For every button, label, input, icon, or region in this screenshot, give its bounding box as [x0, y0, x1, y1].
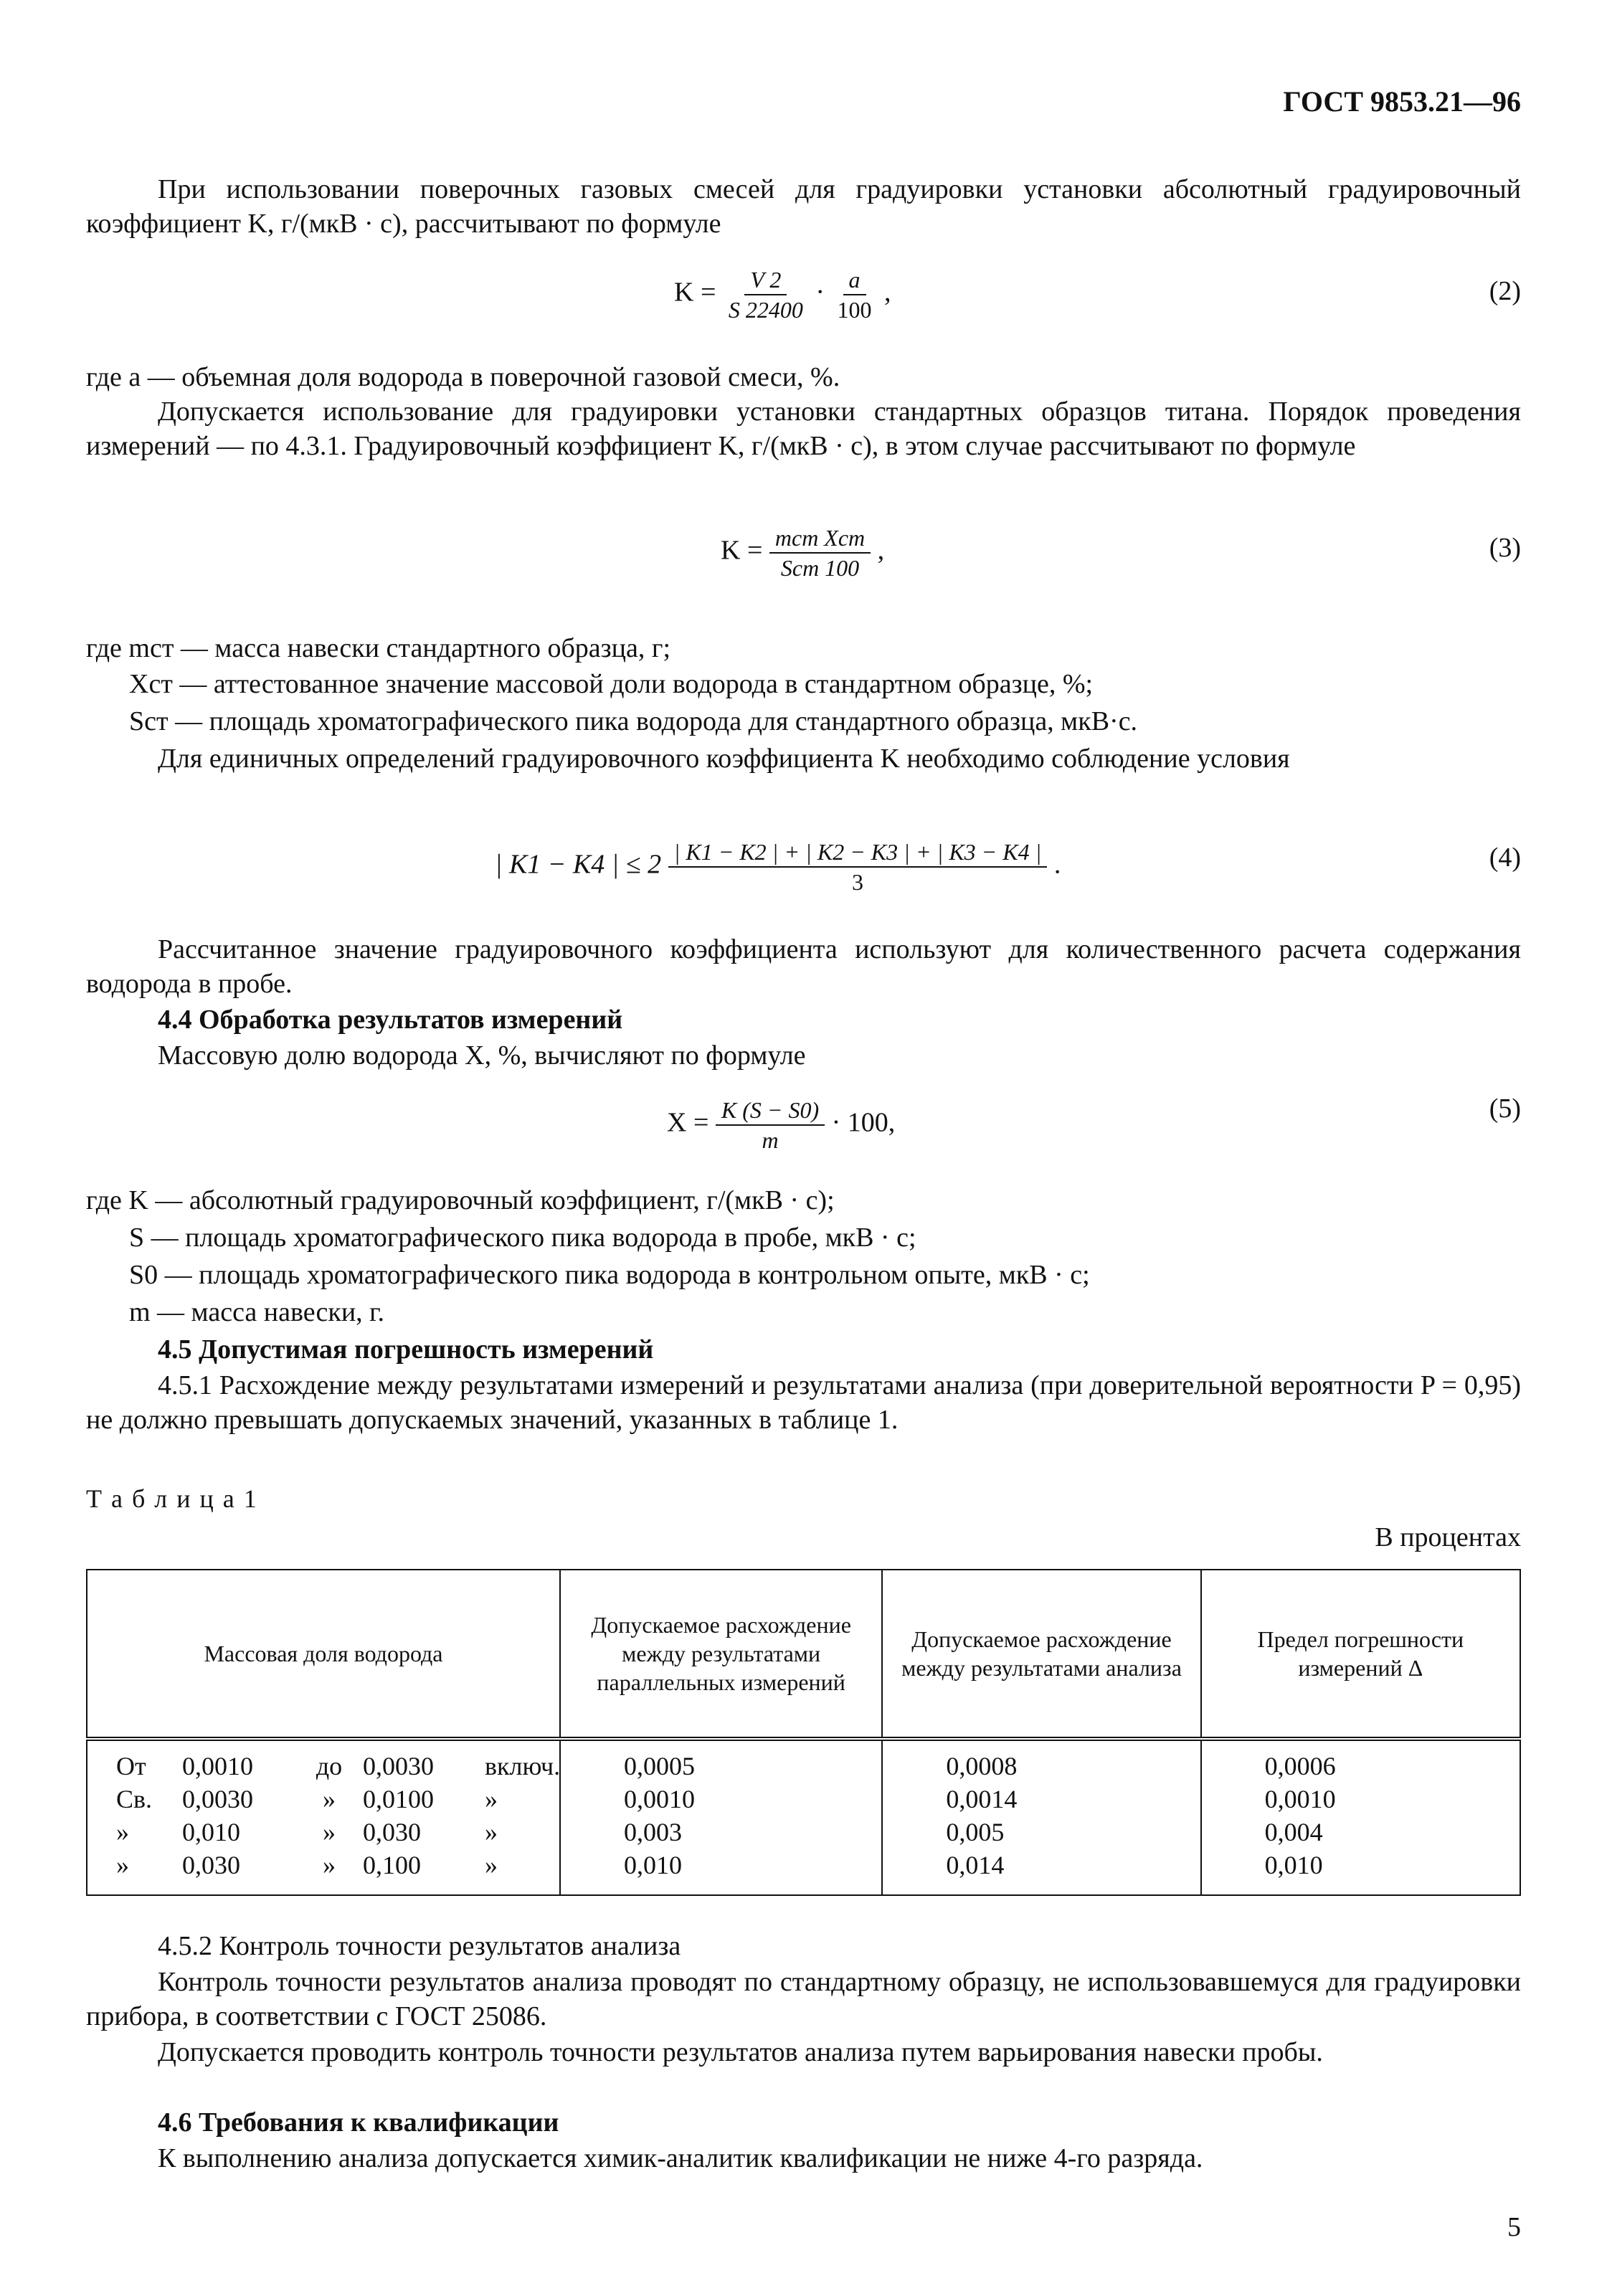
value-analysis: 0,005	[882, 1816, 1200, 1849]
eq5-lhs: X =	[667, 1107, 709, 1138]
paragraph-4-5-2-variation: Допускается проводить контроль точности результатов анализа путем варьирования навески пробы.	[158, 2037, 1323, 2067]
eq4-fraction	[668, 838, 1048, 896]
range-suffix: включ.	[485, 1752, 561, 1780]
paragraph-a-definition: где a — объемная доля водорода в поверочной газовой смеси, %.	[86, 362, 840, 392]
range-from: 0,010	[182, 1818, 240, 1846]
eq2-den1: S 22400	[728, 297, 803, 323]
definition-m: m — масса навески, г.	[129, 1297, 384, 1327]
value-parallel: 0,003	[560, 1816, 882, 1849]
range-to: 0,100	[363, 1851, 421, 1879]
range-from: 0,0030	[182, 1785, 253, 1813]
eq2-den2: 100	[837, 297, 872, 323]
value-error-limit: 0,0010	[1201, 1783, 1520, 1816]
table-header-mass-fraction: Массовая доля водорода	[87, 1570, 560, 1739]
table-row	[87, 1849, 1520, 1895]
page-number: 5	[1507, 2212, 1521, 2242]
equation-2-number: (2)	[1489, 276, 1521, 306]
range-cell	[87, 1816, 560, 1849]
definition-k: где K — абсолютный градуировочный коэффициент, г/(мкВ · с);	[86, 1185, 835, 1215]
eq5-tail: · 100,	[831, 1107, 896, 1138]
range-cell	[87, 1783, 560, 1816]
eq3-fraction	[769, 523, 871, 582]
eq5-num: K (S − S0)	[716, 1096, 825, 1126]
section-4-5-heading: 4.5 Допустимая погрешность измерений	[158, 1334, 654, 1365]
definition-s: S — площадь хроматографического пика водорода в пробе, мкВ · с;	[129, 1223, 916, 1253]
value-error-limit: 0,0006	[1201, 1739, 1520, 1783]
eq2-tail: ,	[884, 277, 891, 308]
eq2-lhs: K =	[674, 277, 716, 308]
range-to: 0,0100	[363, 1785, 434, 1813]
value-parallel: 0,010	[560, 1849, 882, 1895]
eq4-den: 3	[852, 869, 863, 895]
range-to: 0,030	[363, 1818, 421, 1846]
range-suffix: »	[485, 1785, 498, 1813]
value-analysis: 0,0008	[882, 1739, 1200, 1783]
range-prefix: От	[116, 1752, 146, 1780]
table-caption: Т а б л и ц а 1	[86, 1484, 258, 1513]
eq2-num2: a	[843, 265, 866, 295]
table-row	[87, 1783, 1520, 1816]
range-suffix: »	[485, 1818, 498, 1846]
range-prefix: »	[116, 1851, 129, 1879]
equation-2	[674, 265, 891, 324]
eq4-tail: .	[1053, 849, 1061, 880]
eq3-tail: ,	[877, 535, 885, 566]
table-header-parallel-discrepancy: Допускаемое расхождение между результатами параллельных измерений	[560, 1570, 882, 1739]
range-from: 0,0010	[182, 1752, 253, 1780]
definition-s-st: Sст — площадь хроматографического пика водорода для стандартного образца, мкВ·с.	[129, 706, 1138, 736]
document-code-header: ГОСТ 9853.21—96	[1283, 85, 1521, 118]
paragraph-condition: Для единичных определений градуировочного коэффициента K необходимо соблюдение условия	[158, 744, 1290, 774]
range-suffix: »	[485, 1851, 498, 1879]
paragraph-intro: При использовании поверочных газовых смесей для градуировки установки абсолютный градуировочный коэффициент K, г/(мкВ · с), рассчитывают по формуле	[86, 174, 1521, 239]
value-analysis: 0,014	[882, 1849, 1200, 1895]
range-to-word: »	[323, 1785, 336, 1813]
range-to: 0,0030	[363, 1752, 434, 1780]
section-4-4-text: Массовую долю водорода X, %, вычисляют по формуле	[158, 1040, 806, 1071]
value-error-limit: 0,010	[1201, 1849, 1520, 1895]
range-prefix: »	[116, 1818, 129, 1846]
section-4-5-2-title: 4.5.2 Контроль точности результатов анализа	[158, 1931, 681, 1961]
paragraph-calculated-value: Рассчитанное значение градуировочного коэффициента используют для количественного расчета содержания водорода в пробе.	[86, 934, 1521, 999]
table-header-analysis-discrepancy: Допускаемое расхождение между результатами анализа	[882, 1570, 1200, 1739]
eq4-lhs: | K1 − K4 | ≤ 2	[495, 849, 662, 880]
paragraph-4-5-1: 4.5.1 Расхождение между результатами измерений и результатами анализа (при доверительной вероятности P = 0,95) не должно превышать допускаемых значений, указанных в таблице 1.	[86, 1370, 1521, 1435]
range-cell	[87, 1849, 560, 1895]
value-error-limit: 0,004	[1201, 1816, 1520, 1849]
section-4-4-heading: 4.4 Обработка результатов измерений	[158, 1005, 623, 1035]
eq3-num: mст Xст	[769, 523, 871, 554]
definition-m-st: где mст — масса навески стандартного образца, г;	[86, 633, 671, 663]
value-parallel: 0,0005	[560, 1739, 882, 1783]
value-parallel: 0,0010	[560, 1783, 882, 1816]
eq2-fraction-2	[832, 265, 878, 324]
equation-5-number: (5)	[1489, 1094, 1521, 1124]
eq5-den: m	[762, 1127, 779, 1153]
eq5-fraction	[716, 1096, 825, 1154]
definition-x-st: Xст — аттестованное значение массовой доли водорода в стандартном образце, %;	[129, 669, 1094, 699]
equation-5	[667, 1096, 895, 1154]
equation-3-number: (3)	[1489, 533, 1521, 563]
equation-4-number: (4)	[1489, 843, 1521, 873]
eq2-num1: V 2	[744, 265, 787, 295]
range-to-word: »	[323, 1818, 336, 1846]
eq2-dot: ·	[815, 277, 825, 308]
equation-4	[495, 838, 1061, 896]
equation-3	[721, 523, 884, 582]
section-4-6-heading: 4.6 Требования к квалификации	[158, 2107, 559, 2138]
range-to-word: до	[316, 1752, 343, 1780]
table-units: В процентах	[1375, 1522, 1521, 1552]
table-row	[87, 1739, 1520, 1783]
eq3-lhs: K =	[721, 535, 763, 566]
range-to-word: »	[323, 1851, 336, 1879]
range-from: 0,030	[182, 1851, 240, 1879]
table-row	[87, 1816, 1520, 1849]
eq2-fraction-1	[723, 265, 809, 324]
table-1	[86, 1569, 1521, 1896]
range-prefix: Св.	[116, 1785, 153, 1813]
paragraph-4-5-2-control: Контроль точности результатов анализа проводят по стандартному образцу, не использовавшемуся для градуировки прибора, в соответствии с ГОСТ 25086.	[86, 1967, 1521, 2031]
eq4-num: | K1 − K2 | + | K2 − K3 | + | K3 − K4 |	[668, 838, 1048, 868]
eq3-den: Sст 100	[780, 555, 860, 581]
table-header-error-limit: Предел погрешности измерений Δ	[1201, 1570, 1520, 1739]
table-header-row	[87, 1570, 1520, 1739]
definition-s0: S0 — площадь хроматографического пика водорода в контрольном опыте, мкВ · с;	[129, 1260, 1090, 1290]
section-4-6-text: К выполнению анализа допускается химик-аналитик квалификации не ниже 4-го разряда.	[158, 2143, 1203, 2173]
paragraph-standard-samples: Допускается использование для градуировки установки стандартных образцов титана. Порядок проведения измерений — по 4.3.1. Градуировочный коэффициент K, г/(мкВ · с), в этом случае рассчитывают по формуле	[86, 397, 1521, 461]
range-cell	[87, 1739, 560, 1783]
value-analysis: 0,0014	[882, 1783, 1200, 1816]
